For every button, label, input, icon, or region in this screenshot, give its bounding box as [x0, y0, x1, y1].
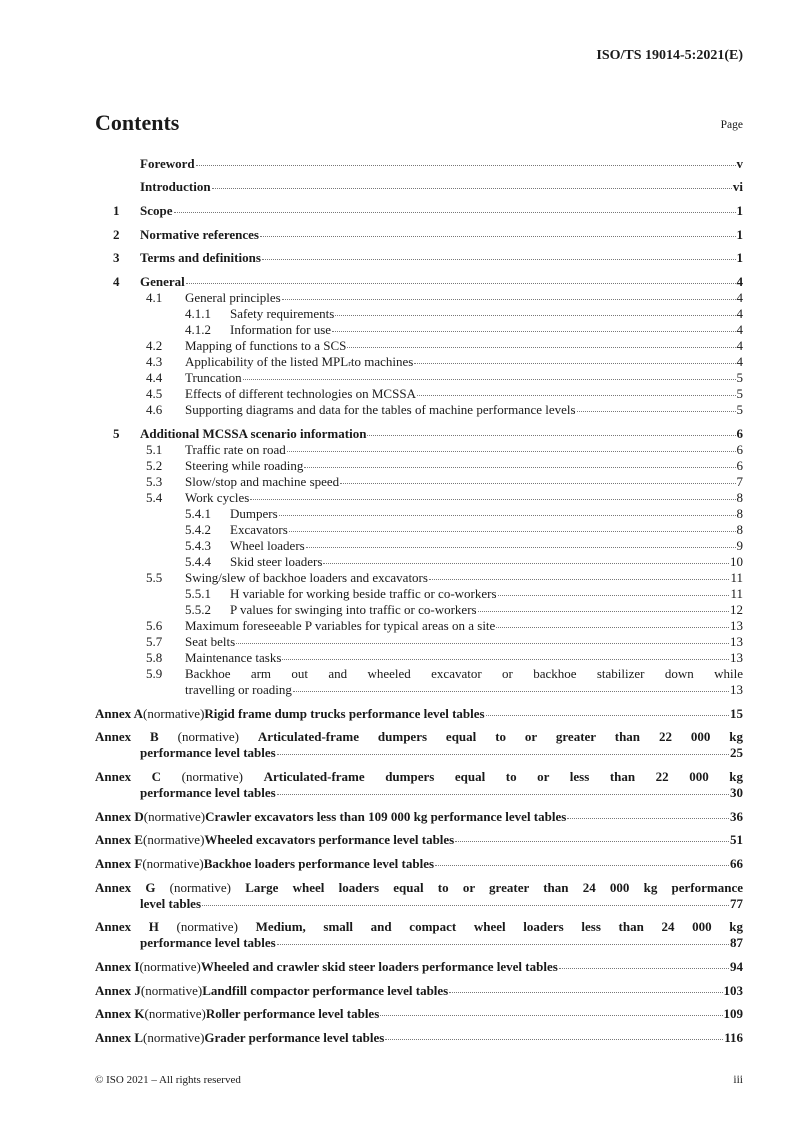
page-ref: 1	[736, 250, 743, 266]
annex-entry[interactable]	[95, 706, 743, 722]
section-number: 4.4	[146, 370, 163, 386]
toc-entry-title: P values for swinging into traffic or co-workers	[230, 601, 477, 617]
toc-entry[interactable]	[95, 370, 743, 386]
annex-label: Annex I	[95, 959, 140, 974]
dot-leader	[277, 944, 729, 945]
annex-title-line2: level tables	[140, 895, 202, 911]
dot-leader	[414, 363, 735, 364]
annex-type: (normative)	[143, 808, 206, 824]
toc-entry-title: Truncation	[185, 370, 242, 386]
annex-type: (normative)	[139, 959, 201, 974]
annex-entry[interactable]	[95, 856, 743, 872]
annex-label: Annex K	[95, 1006, 145, 1022]
annex-entry[interactable]	[95, 983, 743, 999]
toc-entry[interactable]	[95, 203, 743, 219]
toc-entry-title: Applicability of the listed MPL	[185, 354, 349, 370]
annex-entry[interactable]	[95, 832, 743, 848]
section-number: 5.4	[146, 489, 163, 505]
toc-entry[interactable]	[95, 570, 743, 586]
toc-entry[interactable]	[95, 602, 743, 618]
page-ref: 7	[736, 473, 743, 489]
annex-entry[interactable]	[95, 1006, 743, 1022]
page-number: iii	[733, 1074, 743, 1086]
toc-entry[interactable]	[95, 586, 743, 602]
toc-entry[interactable]	[95, 474, 743, 490]
annex-label: Annex J	[95, 982, 141, 998]
page-ref: 109	[723, 1006, 743, 1022]
toc-entry-title: Introduction	[140, 179, 211, 195]
page-ref: 15	[730, 705, 743, 721]
annex-label: Annex F	[95, 855, 143, 871]
section-number: 4.2	[146, 338, 163, 354]
section-number: 4.1.2	[185, 322, 211, 338]
page-ref: 13	[730, 617, 743, 633]
toc-entry[interactable]: 4.3 Applicability of the listed MPL r to machines 4	[95, 354, 743, 370]
toc-entry-title: Additional MCSSA scenario information	[140, 425, 367, 441]
annex-title-line2: performance level tables	[140, 784, 276, 800]
annex-title: Wheeled excavators performance level tables	[204, 832, 455, 848]
annex-title: Grader performance level tables	[204, 1030, 385, 1046]
section-number: 5.8	[146, 649, 163, 665]
page-ref: 8	[736, 505, 743, 521]
section-number: 4.3	[146, 354, 163, 370]
dot-leader	[455, 841, 729, 842]
annex-type: (normative)	[143, 832, 205, 848]
annex-type: (normative)	[144, 1006, 206, 1022]
annex-title: Rigid frame dump trucks performance level tables	[204, 705, 485, 721]
annex-title: Backhoe loaders performance level tables	[203, 855, 435, 871]
section-number: 5.1	[146, 441, 163, 457]
dot-leader	[202, 905, 729, 906]
dot-leader	[417, 395, 736, 396]
dot-leader	[367, 435, 735, 436]
page-ref: 30	[730, 784, 743, 800]
annex-title: Articulated-frame dumpers equal to or greater than 22 000 kg	[257, 729, 743, 745]
section-number: 5.2	[146, 457, 163, 473]
dot-leader	[174, 212, 736, 213]
annex-label: Annex E	[95, 832, 144, 848]
toc-entry[interactable]	[95, 274, 743, 290]
annex-type: (normative)	[181, 768, 244, 784]
dot-leader	[567, 818, 729, 819]
section-number: 5.4.1	[185, 505, 211, 521]
dot-leader	[340, 483, 735, 484]
dot-leader	[347, 347, 735, 348]
annex-title: Crawler excavators less than 109 000 kg performance level tables	[205, 808, 567, 824]
section-number: 5.3	[146, 473, 163, 489]
toc-entry-title: Foreword	[140, 155, 195, 171]
toc-entry-title: Scope	[140, 203, 173, 219]
dot-leader	[250, 499, 735, 500]
annex-title: Roller performance level tables	[205, 1006, 380, 1022]
toc-entry-title: Seat belts	[185, 633, 236, 649]
section-number: 5.7	[146, 633, 163, 649]
page-ref: 1	[736, 203, 743, 219]
section-number: 5.5	[146, 569, 163, 585]
dot-leader	[498, 595, 730, 596]
dot-leader	[496, 627, 729, 628]
toc-entry-title: Traffic rate on road	[185, 441, 286, 457]
toc-entry[interactable]	[95, 322, 743, 338]
toc-entry-title: Supporting diagrams and data for the tables of machine performance levels	[185, 402, 576, 418]
page-ref: 5	[736, 402, 743, 418]
dot-leader	[277, 794, 729, 795]
dot-leader	[282, 659, 729, 660]
toc-entry-title-line2: travelling or roading	[185, 681, 292, 697]
toc-entry-title: General	[140, 274, 185, 290]
section-number: 2	[113, 226, 120, 242]
document-identifier: ISO/TS 19014-5:2021(E)	[596, 48, 743, 63]
toc-entry-title: Swing/slew of backhoe loaders and excavators	[185, 569, 428, 585]
table-of-contents	[95, 148, 743, 1046]
toc-entry[interactable]	[95, 290, 743, 306]
annex-title: Wheeled and crawler skid steer loaders performance level tables	[200, 959, 558, 974]
page-ref: 6	[736, 425, 743, 441]
dot-leader	[304, 467, 735, 468]
toc-entry-title: Normative references	[140, 226, 259, 242]
page-ref: 8	[736, 489, 743, 505]
annex-title: Medium, small and compact wheel loaders less than 24 000 kg	[255, 919, 744, 935]
dot-leader	[196, 165, 736, 166]
annex-entry[interactable]	[95, 729, 743, 761]
dot-leader	[287, 451, 736, 452]
page-ref: 6	[736, 441, 743, 457]
dot-leader	[306, 547, 736, 548]
annex-label: Annex A	[95, 705, 144, 721]
toc-entry[interactable]	[95, 538, 743, 554]
annex-entry[interactable]	[95, 1030, 743, 1046]
page-ref: 4	[736, 338, 743, 354]
toc-entry[interactable]	[95, 618, 743, 634]
page-ref: v	[736, 155, 743, 171]
dot-leader	[262, 259, 736, 260]
dot-leader	[380, 1015, 722, 1016]
page-ref: 36	[730, 808, 743, 824]
page-ref: 4	[736, 354, 743, 370]
dot-leader	[385, 1039, 723, 1040]
page-column-label: Page	[720, 119, 743, 131]
page-ref: 94	[730, 959, 743, 974]
toc-entry[interactable]	[95, 426, 743, 442]
section-number: 4.5	[146, 386, 163, 402]
section-number: 5.6	[146, 617, 163, 633]
annex-type: (normative)	[143, 1030, 205, 1046]
dot-leader	[478, 611, 729, 612]
dot-leader	[429, 579, 730, 580]
toc-entry[interactable]	[95, 250, 743, 266]
section-number: 4	[113, 274, 120, 290]
dot-leader	[212, 188, 732, 189]
section-number: 4.6	[146, 402, 163, 418]
page-ref: 13	[730, 649, 743, 665]
page-ref: 4	[736, 290, 743, 306]
dot-leader	[486, 715, 729, 716]
page-ref: vi	[732, 179, 743, 195]
page-ref: 66	[730, 855, 743, 871]
page-ref: 1	[736, 226, 743, 242]
annex-label: Annex H	[95, 919, 159, 935]
annex-title-line2: performance level tables	[140, 745, 276, 761]
dot-leader	[289, 531, 736, 532]
toc-entry-title: Mapping of functions to a SCS	[185, 338, 347, 354]
copyright-notice: © ISO 2021 – All rights reserved	[95, 1074, 241, 1086]
toc-entry[interactable]	[95, 490, 743, 506]
section-number: 5.5.2	[185, 601, 211, 617]
dot-leader	[449, 992, 722, 993]
dot-leader	[282, 299, 736, 300]
toc-entry-title: Effects of different technologies on MCSSA	[185, 386, 416, 402]
page-ref: 51	[730, 832, 743, 848]
annex-title: Large wheel loaders equal to or greater than 24 000 kg performance	[245, 879, 743, 895]
page-ref: 13	[730, 633, 743, 649]
toc-entry[interactable]	[95, 634, 743, 650]
toc-entry-title: Slow/stop and machine speed	[185, 473, 340, 489]
page-ref: 5	[736, 370, 743, 386]
toc-entry-title: Backhoe arm out and wheeled excavator or backhoe stabilizer down while	[185, 665, 743, 681]
toc-entry[interactable]	[95, 386, 743, 402]
annex-type: (normative)	[140, 982, 203, 998]
annex-entry[interactable]	[95, 809, 743, 825]
section-number: 5	[113, 425, 120, 441]
annex-type: (normative)	[169, 879, 232, 895]
toc-entry[interactable]	[95, 650, 743, 666]
annex-label: Annex D	[95, 808, 144, 824]
page-ref: 116	[724, 1030, 743, 1046]
annex-entry[interactable]	[95, 880, 743, 912]
annex-type: (normative)	[177, 729, 239, 745]
toc-entry-title: Dumpers	[230, 505, 278, 521]
dot-leader	[236, 643, 729, 644]
toc-entry-title: Terms and definitions	[140, 250, 261, 266]
annex-type: (normative)	[142, 855, 204, 871]
toc-entry[interactable]	[95, 506, 743, 522]
page-ref: 4	[736, 274, 743, 290]
section-number: 5.4.3	[185, 537, 211, 553]
toc-entry-title: Maximum foreseeable P variables for typical areas on a site	[185, 617, 496, 633]
toc-entry[interactable]	[95, 227, 743, 243]
annex-label: Annex L	[95, 1030, 144, 1046]
annex-title-line2: performance level tables	[140, 935, 276, 951]
dot-leader	[332, 331, 735, 332]
dot-leader	[260, 236, 736, 237]
toc-entry[interactable]	[95, 666, 743, 698]
toc-entry-title: Wheel loaders	[230, 537, 305, 553]
toc-entry[interactable]	[95, 442, 743, 458]
page-ref: 11	[730, 585, 743, 601]
toc-entry-title-cont: to machines	[350, 354, 414, 370]
page-ref: 77	[730, 895, 743, 911]
toc-entry-title: Safety requirements	[230, 306, 335, 322]
annex-label: Annex G	[95, 879, 156, 895]
toc-entry[interactable]	[95, 156, 743, 172]
toc-entry[interactable]	[95, 306, 743, 322]
page-ref: 8	[736, 521, 743, 537]
page-ref: 5	[736, 386, 743, 402]
annex-entry[interactable]	[95, 959, 743, 975]
annex-label: Annex C	[95, 768, 162, 784]
section-number: 5.4.4	[185, 553, 211, 569]
toc-entry-title: Information for use	[230, 322, 332, 338]
toc-entry[interactable]	[95, 554, 743, 570]
annex-entry[interactable]	[95, 919, 743, 951]
section-number: 3	[113, 250, 120, 266]
dot-leader	[323, 563, 729, 564]
toc-entry[interactable]	[95, 522, 743, 538]
annex-entry[interactable]	[95, 769, 743, 801]
section-number: 1	[113, 203, 120, 219]
dot-leader	[293, 691, 729, 692]
section-number: 5.5.1	[185, 585, 211, 601]
dot-leader	[277, 754, 729, 755]
annex-label: Annex B	[95, 729, 159, 745]
page-ref: 4	[736, 322, 743, 338]
dot-leader	[335, 315, 735, 316]
page-ref: 87	[730, 935, 743, 951]
toc-entry[interactable]	[95, 402, 743, 418]
dot-leader	[243, 379, 736, 380]
page-ref: 11	[730, 569, 743, 585]
toc-entry[interactable]	[95, 458, 743, 474]
annex-title: Landfill compactor performance level tables	[202, 982, 449, 998]
section-number: 5.9	[146, 665, 163, 681]
page-ref: 103	[723, 982, 743, 998]
dot-leader	[186, 283, 736, 284]
dot-leader	[577, 411, 736, 412]
toc-entry-title: Steering while roading	[185, 457, 304, 473]
dot-leader	[279, 515, 736, 516]
annex-title: Articulated-frame dumpers equal to or less than 22 000 kg	[263, 768, 744, 784]
toc-entry[interactable]	[95, 179, 743, 195]
toc-entry-title: H variable for working beside traffic or co-workers	[230, 585, 497, 601]
toc-entry-title: Work cycles	[185, 489, 250, 505]
section-number: 4.1	[146, 290, 163, 306]
annex-type: (normative)	[176, 919, 238, 935]
dot-leader	[559, 968, 729, 969]
page-ref: 12	[730, 601, 743, 617]
toc-entry-title: Skid steer loaders	[230, 553, 323, 569]
toc-entry[interactable]	[95, 338, 743, 354]
toc-entry-title: Excavators	[230, 521, 288, 537]
page-ref: 25	[730, 745, 743, 761]
toc-entry-title: Maintenance tasks	[185, 649, 282, 665]
dot-leader	[435, 865, 729, 866]
page-title: Contents	[95, 110, 180, 135]
annex-type: (normative)	[143, 705, 205, 721]
page-ref: 6	[736, 457, 743, 473]
section-number: 4.1.1	[185, 306, 211, 322]
page-ref: 9	[736, 537, 743, 553]
toc-entry-title: General principles	[185, 290, 281, 306]
page-ref: 4	[736, 306, 743, 322]
page-ref: 10	[730, 553, 743, 569]
page-ref: 13	[730, 681, 743, 697]
section-number: 5.4.2	[185, 521, 211, 537]
